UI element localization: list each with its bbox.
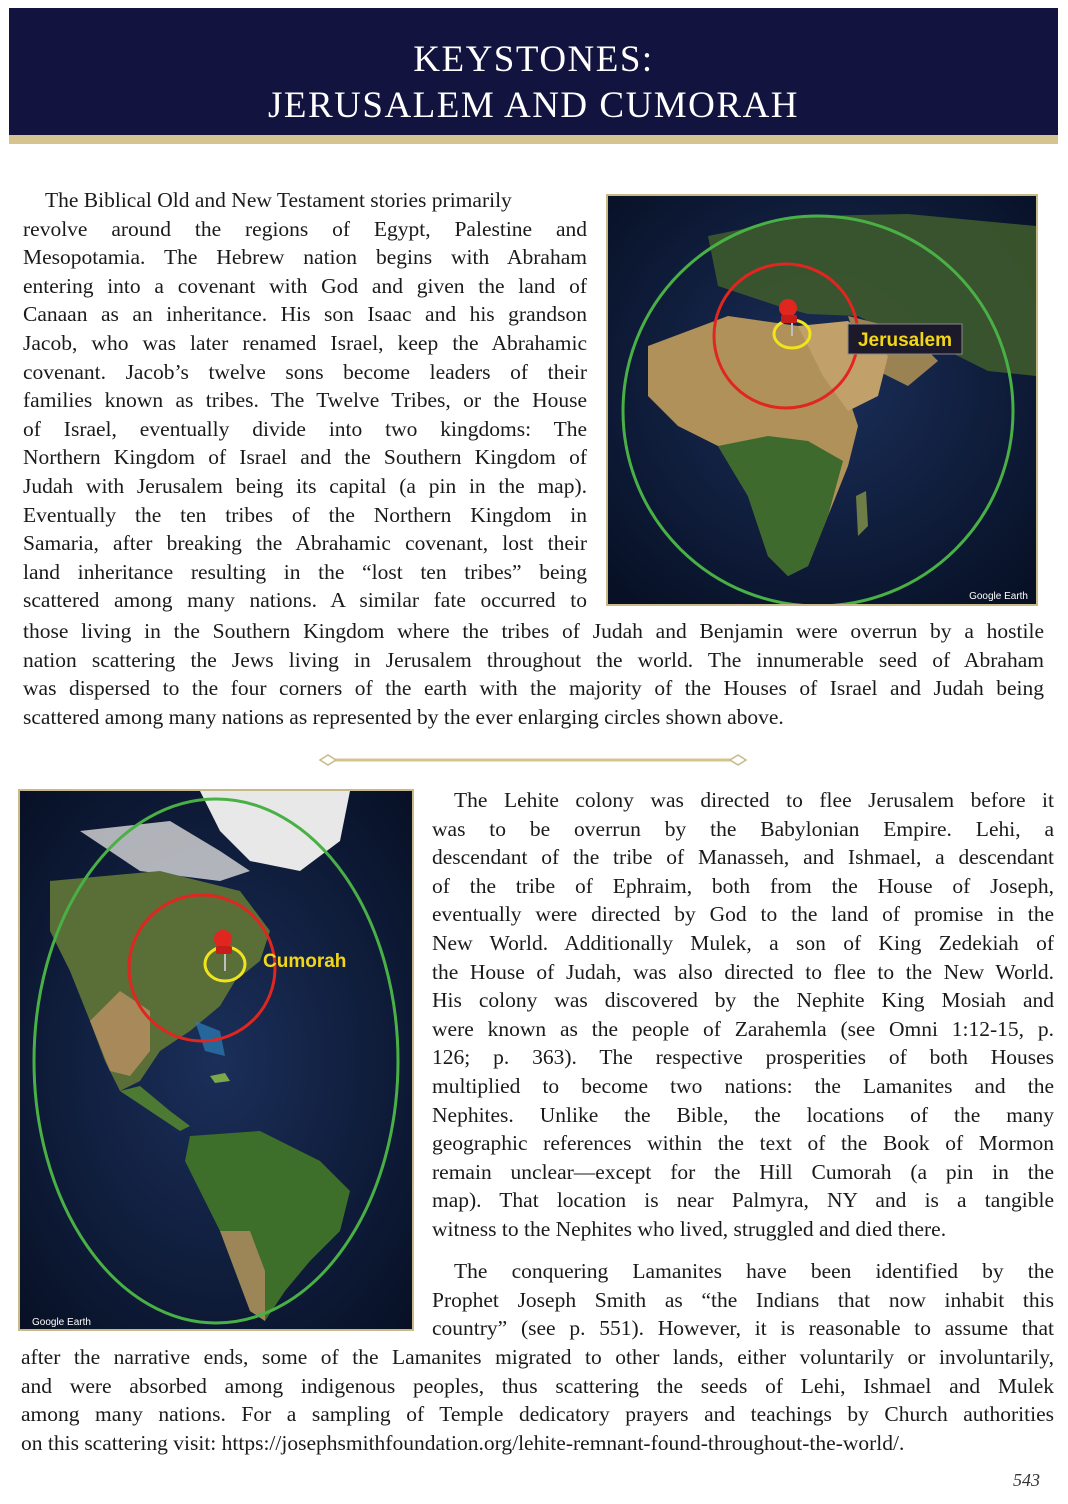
- text-line: Samaria, after breaking the Abrahamic covenant, lost their: [23, 531, 587, 556]
- paragraph-3-full: [21, 1343, 1054, 1457]
- text-line: Nephites. Unlike the Bible, the locations of the many: [432, 1102, 1054, 1127]
- text-line: scattered among many nations. A similar fate occurred to: [23, 588, 587, 613]
- text-line: multiplied to become two nations: the Lamanites and the: [432, 1073, 1054, 1098]
- text-line: was dispersed to the four corners of the earth with the majority of the Houses of Israel and Judah being: [23, 676, 1044, 701]
- text-line: Prophet Joseph Smith as “the Indians that now inhabit this: [432, 1287, 1054, 1312]
- map-credit: Google Earth: [969, 591, 1028, 602]
- paragraph-1-full: [23, 617, 1044, 731]
- text-line: Northern Kingdom of Israel and the Southern Kingdom of: [23, 445, 587, 470]
- title-line-2: JERUSALEM AND CUMORAH: [267, 85, 800, 126]
- text-line: descendant of the tribe of Manasseh, and Ishmael, a descendant: [432, 845, 1054, 870]
- text-line: The Biblical Old and New Testament stories primarily: [45, 188, 512, 212]
- text-line: Eventually the ten tribes of the Northern Kingdom in: [23, 502, 587, 527]
- pin-head: [214, 930, 232, 948]
- text-line: map). That location is near Palmyra, NY and is a tangible: [432, 1188, 1054, 1213]
- jerusalem-label: Jerusalem: [857, 330, 953, 351]
- paragraph-1-narrow: [23, 186, 587, 615]
- text-line: families known as tribes. The Twelve Tribes, or the House: [23, 388, 587, 413]
- text-line: His colony was discovered by the Nephite King Mosiah and: [432, 988, 1054, 1013]
- text-line: Judah with Jerusalem being its capital (a pin in the map).: [23, 473, 587, 498]
- text-line: of Israel, eventually divide into two kingdoms: The: [23, 416, 587, 441]
- cumorah-label: Cumorah: [263, 951, 347, 972]
- text-line: remain unclear—except for the Hill Cumorah (a pin in the: [432, 1159, 1054, 1184]
- text-line: Canaan as an inheritance. His son Isaac and his grandson: [23, 302, 587, 327]
- text-line: the House of Judah, was also directed to flee to the New World.: [432, 959, 1054, 984]
- text-line: was to be overrun by the Babylonian Empire. Lehi, a: [432, 816, 1054, 841]
- text-line: The Lehite colony was directed to flee Jerusalem before it: [454, 788, 1054, 812]
- page-number: 543: [1013, 1470, 1040, 1490]
- text-line: were known as the people of Zarahemla (see Omni 1:12-15, p.: [432, 1016, 1054, 1041]
- text-line: after the narrative ends, some of the Lamanites migrated to other lands, either voluntarily or involuntarily,: [21, 1345, 1054, 1369]
- text-line: covenant. Jacob’s twelve sons become leaders of their: [23, 359, 587, 384]
- text-line: of the tribe of Ephraim, both from the House of Joseph,: [432, 873, 1054, 898]
- text-line: those living in the Southern Kingdom where the tribes of Judah and Benjamin were overrun by a hostile: [23, 619, 1044, 643]
- text-line: scattered among many nations as represented by the ever enlarging circles shown above.: [23, 704, 784, 729]
- text-line: revolve around the regions of Egypt, Palestine and: [23, 216, 587, 241]
- text-line: Mesopotamia. The Hebrew nation begins with Abraham: [23, 245, 587, 270]
- cumorah-map: [18, 789, 414, 1331]
- text-line: Jacob, who was later renamed Israel, keep the Abrahamic: [23, 330, 587, 355]
- paragraph-2: [432, 786, 1054, 1244]
- pin-head: [779, 299, 797, 317]
- text-line: geographic references within the text of the Book of Mormon: [432, 1131, 1054, 1156]
- title-banner: [9, 8, 1058, 144]
- map-credit: Google Earth: [32, 1317, 91, 1328]
- ornamental-divider: [318, 752, 748, 768]
- text-line: land inheritance resulting in the “lost ten tribes” being: [23, 559, 587, 584]
- text-line: on this scattering visit: https://josephsmithfoundation.org/lehite-remnant-found-throughout-the-world/.: [21, 1430, 905, 1455]
- text-line: New World. Additionally Mulek, a son of King Zedekiah of: [432, 930, 1054, 955]
- paragraph-3-narrow: [432, 1257, 1054, 1343]
- text-line: entering into a covenant with God and given the land of: [23, 273, 587, 298]
- title-line-1: KEYSTONES:: [413, 39, 654, 80]
- jerusalem-map: [606, 194, 1038, 606]
- text-line: witness to the Nephites who lived, struggled and died there.: [432, 1216, 947, 1241]
- text-line: eventually were directed by God to the land of promise in the: [432, 902, 1054, 927]
- text-line: among many nations. For a sampling of Temple dedicatory prayers and teachings by Church authorities: [21, 1402, 1054, 1427]
- text-line: nation scattering the Jews living in Jerusalem throughout the world. The innumerable seed of Abraham: [23, 647, 1044, 672]
- text-line: and were absorbed among indigenous peoples, thus scattering the seeds of Lehi, Ishmael and Mulek: [21, 1373, 1054, 1398]
- text-line: country” (see p. 551). However, it is reasonable to assume that: [432, 1316, 1054, 1341]
- text-line: The conquering Lamanites have been identified by the: [454, 1259, 1054, 1283]
- text-line: 126; p. 363). The respective prosperities of both Houses: [432, 1045, 1054, 1070]
